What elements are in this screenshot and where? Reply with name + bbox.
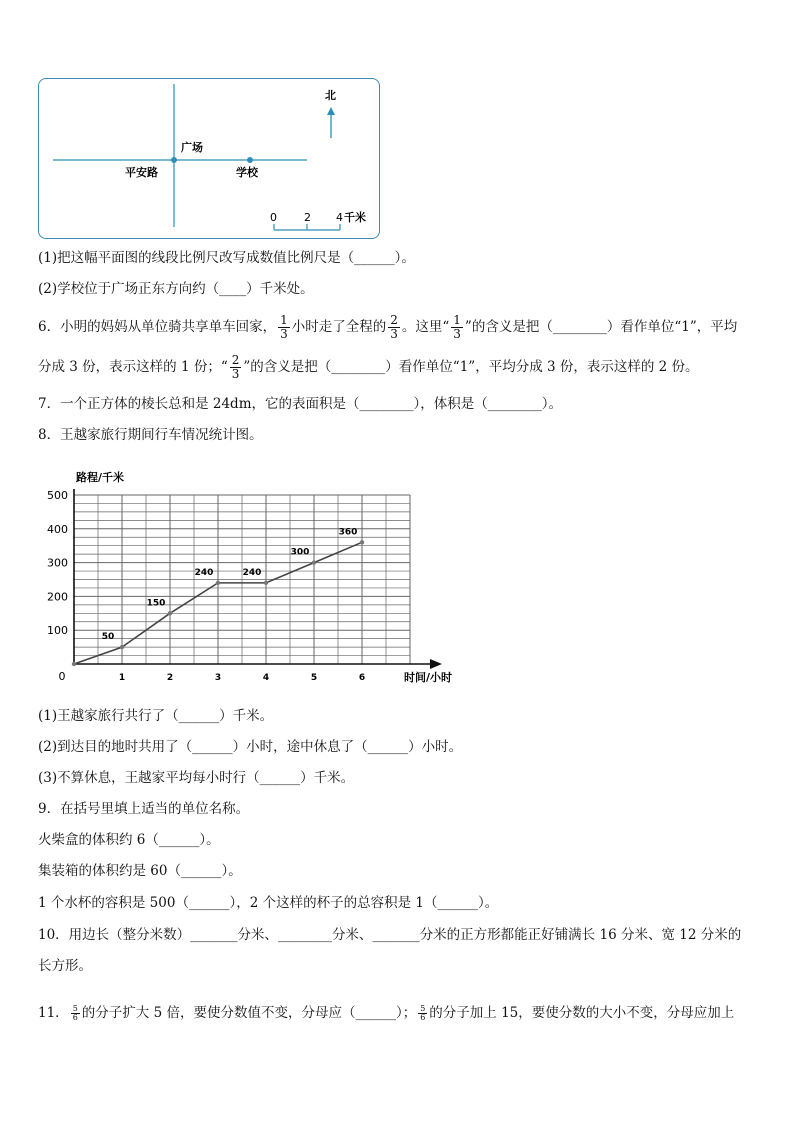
x-tick-label: 3 [214,673,222,683]
fraction [388,314,400,341]
q8-title: 8．王越家旅行期间行车情况统计图。 [38,427,263,443]
q5-p1-text: (1)把这幅平面图的线段比例尺改写成数值比例尺是（ [38,250,355,266]
q7-line [38,394,562,414]
q6-text: 6．小明的妈妈从单位骑共享单车回家， [38,319,277,335]
q9-text: 火柴盒的体积约 6（ [38,832,159,848]
q8-part1 [38,706,273,726]
y-axis-label: 路程/千米 [76,471,125,484]
q11-text: 的分子加上 15，要使分数的大小不变，分母应加上 [429,1005,735,1021]
line-chart [38,465,468,690]
x-tick-label: 5 [310,673,318,683]
fraction-denominator: 3 [453,327,461,341]
data-point [360,540,364,544]
map-svg [39,79,381,240]
scale-tick-label: 2 [304,211,311,224]
q10-line2: 长方形。 [38,958,92,974]
x-tick-label: 2 [166,673,174,683]
q6-text: 。这里“ [401,319,450,335]
data-point [72,662,76,666]
q11-text: 11． [38,1005,69,1021]
q8-p2-text-end: ）小时。 [408,739,463,755]
data-point [312,560,316,564]
data-label: 300 [290,547,310,558]
q10-text: 分米、 [237,927,278,943]
north-label: 北 [325,89,336,102]
y-tick-label: 200 [47,590,68,604]
data-label: 240 [194,567,214,578]
q8-p3-text: (3)不算休息，王越家平均每小时行（ [38,770,260,786]
data-point [168,611,172,615]
q8-p1-answer-blank[interactable]: ______ [178,708,220,724]
q6-text: 小时走了全程的 [291,319,387,335]
fraction-numerator: 5 [420,1004,426,1013]
q9-line1 [38,830,220,850]
fraction [418,1005,427,1022]
school-point [247,157,253,163]
q10-answer-blank-2[interactable]: ________ [277,927,332,943]
q8-part2 [38,737,462,757]
q5-p2-answer-blank[interactable]: ____ [219,281,247,297]
data-label: 240 [242,567,262,578]
data-label: 150 [146,598,166,609]
chart-grid [74,495,410,664]
q8-p2-text: (2)到达目的地时共用了（ [38,739,193,755]
square-point [171,157,177,163]
q11-answer-blank-1[interactable]: ______ [355,1005,396,1021]
north-arrowhead-icon [327,107,335,115]
q5-p2-text-end: ）千米处。 [246,281,314,297]
fraction-denominator: 6 [420,1013,426,1022]
x-tick-label: 1 [118,673,126,683]
fraction-denominator: 3 [231,367,240,381]
fraction [451,314,463,341]
chart-ticks [47,489,365,683]
q7-answer-blank-2[interactable]: ________ [487,396,542,412]
q5-p1-text-end: ）。 [394,250,415,266]
q10-answer-blank-1[interactable]: _______ [190,927,238,943]
q5-part2 [38,279,314,299]
fraction-denominator: 6 [72,1013,78,1022]
q9-answer-blank-1[interactable]: ______ [158,832,200,848]
y-tick-label: 100 [47,624,68,638]
q6-text: ”的含义是把（ [464,319,553,335]
q7-text: 7．一个正方体的棱长总和是 24dm，它的表面积是（ [38,396,360,412]
fraction [278,314,290,341]
q9-text: 集装箱的体积约是 60（ [38,863,181,879]
q9-title: 9．在括号里填上适当的单位名称。 [38,801,250,817]
q7-text: ）。 [541,396,563,412]
map-figure [38,78,380,239]
scale-unit-label: 千米 [344,211,366,224]
school-label: 学校 [236,166,258,179]
q6-answer-blank-2[interactable]: ________ [331,359,386,375]
q9-answer-blank-3[interactable]: ______ [188,895,230,911]
q10-text: 10．用边长（整分米数） [38,927,191,943]
road-label: 平安路 [125,166,158,179]
q11-text: ）； [395,1005,417,1021]
data-point [120,645,124,649]
q6-line2 [38,354,699,381]
fraction-denominator: 3 [390,327,398,341]
q8-p3-answer-blank[interactable]: ______ [259,770,301,786]
q10-answer-blank-3[interactable]: _______ [372,927,420,943]
x-axis-label: 时间/小时 [404,671,453,684]
q8-p1-text-end: ）千米。 [219,708,274,724]
fraction [71,1005,80,1022]
x-tick-label: 4 [262,673,270,683]
q6-answer-blank-1[interactable]: ________ [552,319,607,335]
q8-p2-answer-blank-2[interactable]: ______ [367,739,409,755]
q9-answer-blank-4[interactable]: ______ [437,895,478,911]
q9-line3 [38,893,498,913]
q10-line1 [38,925,741,945]
q9-line2 [38,861,242,881]
q7-text: ），体积是（ [413,396,488,412]
q7-answer-blank-1[interactable]: ________ [359,396,414,412]
x-axis-arrow-icon [430,659,442,669]
fraction-numerator: 1 [280,313,288,327]
q9-text: ）。 [199,832,220,848]
x-tick-label: 6 [358,673,366,683]
fraction-numerator: 2 [231,353,240,367]
scale-tick-label: 0 [270,211,277,224]
q10-text: 分米的正方形都能正好铺满长 16 分米、宽 12 分米的 [419,927,742,943]
data-point [216,581,220,585]
fraction-denominator: 3 [280,327,288,341]
data-label: 50 [101,632,115,643]
y-tick-label: 500 [47,489,68,502]
data-point [264,581,268,585]
fraction-numerator: 5 [72,1004,78,1013]
fraction [230,354,242,381]
q10-text: 分米、 [331,927,373,943]
q6-line1 [38,314,737,341]
q6-text: ）看作单位“1”，平均分成 3 份，表示这样的 2 份。 [385,359,699,375]
q8-p2-answer-blank-1[interactable]: ______ [192,739,233,755]
q6-text: 分成 3 份，表示这样的 1 份；“ [38,359,228,375]
square-label: 广场 [181,141,203,154]
q5-p2-text: (2)学校位于广场正东方向约（ [38,281,220,297]
q8-p1-text: (1)王越家旅行共行了（ [38,708,179,724]
q5-p1-answer-blank[interactable]: ______ [354,250,395,266]
q9-text: ）。 [221,863,242,879]
q9-text: 1 个水杯的容积是 500（ [38,895,189,911]
y-tick-label: 300 [47,556,68,570]
q11-line [38,1003,734,1023]
q8-p3-text-end: ）千米。 [300,770,355,786]
data-label: 360 [338,527,358,538]
fraction-numerator: 2 [390,313,398,327]
q6-text: ）看作单位“1”，平均 [606,319,738,335]
fraction-numerator: 1 [453,313,461,327]
scale-tick-label: 4 [336,211,343,224]
q9-text: ），2 个这样的杯子的总容积是 1（ [229,895,438,911]
q8-part3 [38,768,354,788]
q5-part1 [38,248,415,268]
y-tick-label: 400 [47,522,68,536]
q8-p2-text: ）小时，途中休息了（ [232,739,368,755]
q6-text: ”的含义是把（ [243,359,332,375]
q11-text: 的分子扩大 5 倍，要使分数值不变，分母应（ [81,1005,356,1021]
q9-answer-blank-2[interactable]: ______ [180,863,222,879]
x-tick-label: 0 [58,670,66,683]
q9-text: ）。 [477,895,499,911]
